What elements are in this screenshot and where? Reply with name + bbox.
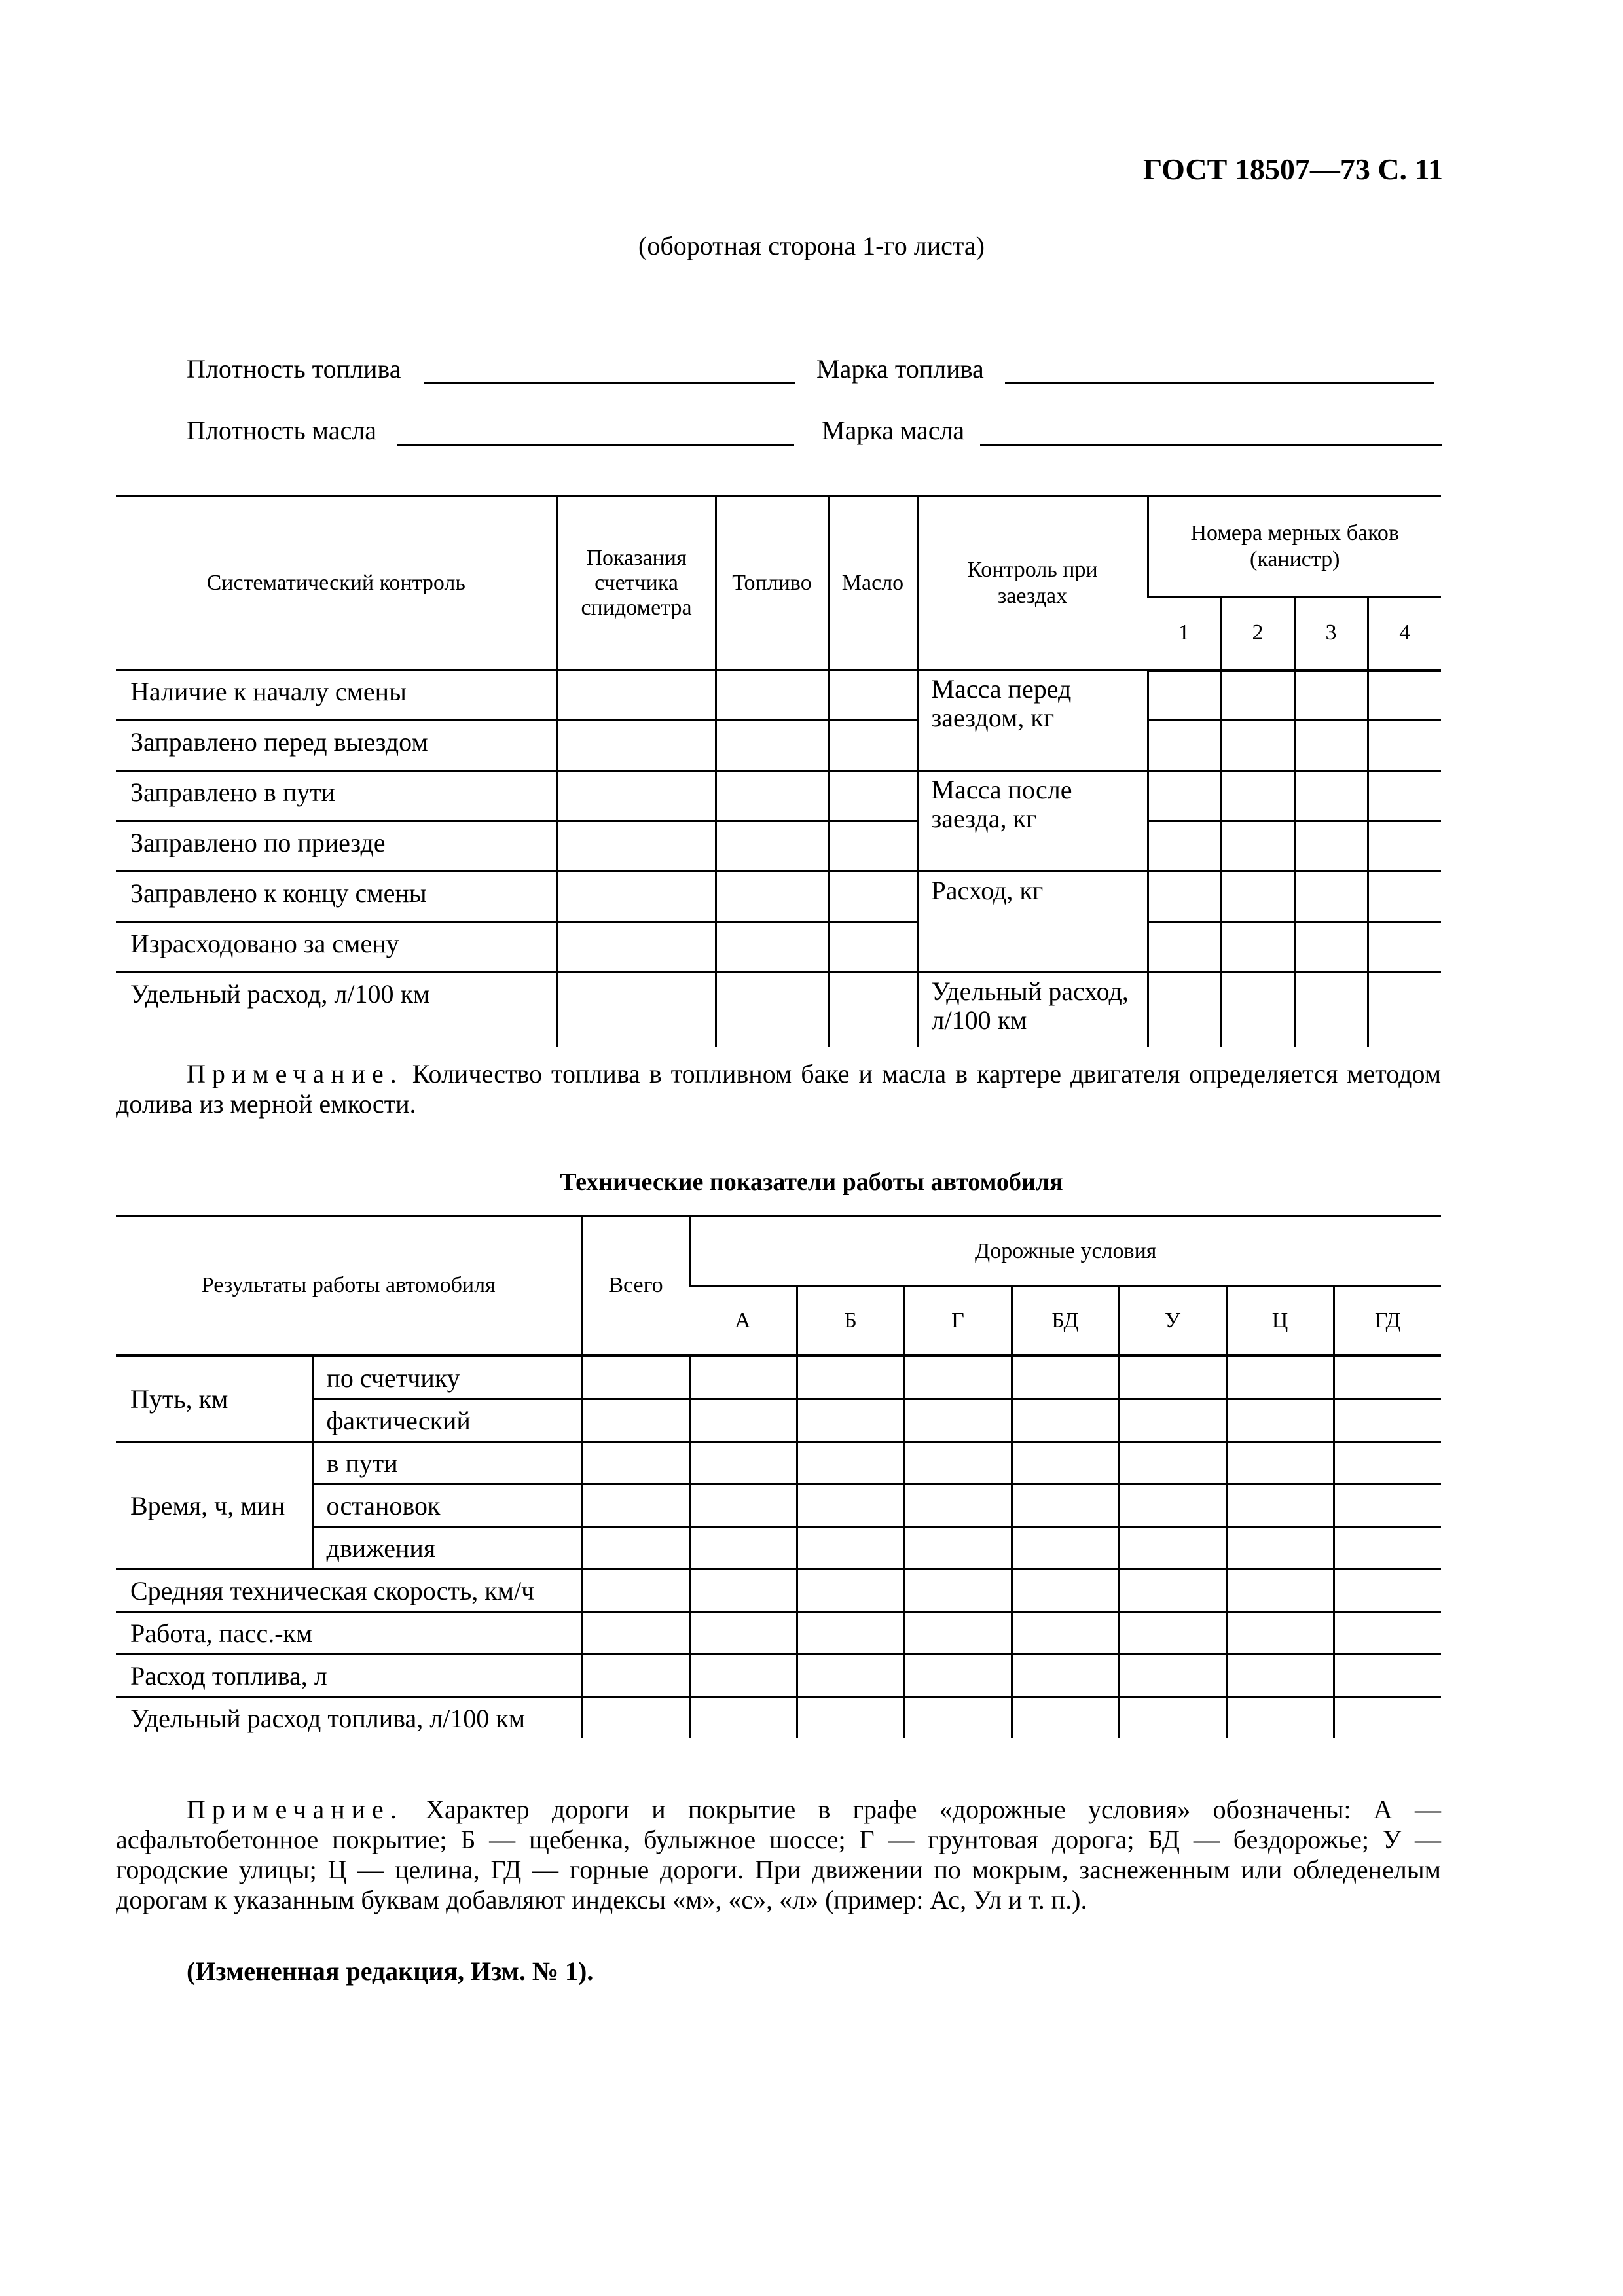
cell[interactable] bbox=[797, 1399, 904, 1442]
cell[interactable] bbox=[797, 1484, 904, 1527]
cell[interactable] bbox=[904, 1527, 1012, 1570]
cell[interactable] bbox=[1012, 1612, 1119, 1655]
cell[interactable] bbox=[689, 1484, 797, 1527]
header-tanks: Номера мерных баков (канистр) bbox=[1148, 496, 1441, 597]
cell[interactable] bbox=[1226, 1655, 1334, 1697]
cell[interactable] bbox=[1226, 1484, 1334, 1527]
cell[interactable] bbox=[716, 771, 828, 821]
cell[interactable] bbox=[1334, 1697, 1441, 1739]
cell[interactable] bbox=[1226, 1612, 1334, 1655]
cell[interactable] bbox=[1334, 1570, 1441, 1612]
cell[interactable] bbox=[1294, 821, 1368, 872]
cell[interactable] bbox=[689, 1612, 797, 1655]
cell[interactable] bbox=[716, 821, 828, 872]
cell[interactable] bbox=[716, 973, 828, 1047]
cell[interactable] bbox=[1226, 1442, 1334, 1484]
note-label: Примечание. bbox=[187, 1059, 403, 1088]
cell[interactable] bbox=[1119, 1570, 1226, 1612]
row-label: Заправлено по приезде bbox=[116, 821, 557, 872]
cell[interactable] bbox=[1368, 771, 1441, 821]
group-label-path: Путь, км bbox=[116, 1356, 312, 1442]
fuel-density-line[interactable] bbox=[424, 382, 795, 384]
tank-number-1: 1 bbox=[1148, 597, 1221, 670]
cell[interactable] bbox=[1221, 922, 1294, 973]
oil-grade-label: Марка масла bbox=[822, 416, 965, 445]
cell[interactable] bbox=[828, 821, 917, 872]
note-text: Характер дороги и покрытие в графе «дорожные условия» обозначены: А — асфальтобетонное покрытие; Б — щебенка, булыжное шоссе; Г — грунтовая дорога; БД — бездорожье; У — городские улицы; Ц — целина, ГД — горные дороги. При движении по мокрым, заснеженным или обледенелым дорогам к указанным буквам добавляют индексы «м», «с», «л» (пример: Ас, Ул и т. п.). bbox=[116, 1795, 1441, 1914]
cell[interactable] bbox=[689, 1655, 797, 1697]
row-label: Израсходовано за смену bbox=[116, 922, 557, 973]
condition-u: У bbox=[1119, 1287, 1226, 1356]
cell[interactable] bbox=[797, 1612, 904, 1655]
control-label: Масса перед заездом, кг bbox=[917, 670, 1148, 771]
control-label: Масса после заезда, кг bbox=[917, 771, 1148, 872]
cell[interactable] bbox=[1294, 771, 1368, 821]
page-subtitle: (оборотная сторона 1-го листа) bbox=[638, 231, 985, 260]
header-systematic: Систематический контроль bbox=[116, 496, 557, 670]
cell[interactable] bbox=[1368, 872, 1441, 922]
sub-label: остановок bbox=[312, 1484, 582, 1527]
cell[interactable] bbox=[1221, 973, 1294, 1047]
technical-indicators-table bbox=[116, 1215, 1441, 1738]
cell[interactable] bbox=[689, 1442, 797, 1484]
table-row bbox=[116, 1442, 1441, 1484]
cell[interactable] bbox=[1148, 821, 1221, 872]
row-label: Заправлено в пути bbox=[116, 771, 557, 821]
cell[interactable] bbox=[582, 1612, 689, 1655]
fuel-density-label: Плотность топлива bbox=[187, 354, 401, 384]
cell[interactable] bbox=[1226, 1697, 1334, 1739]
cell[interactable] bbox=[828, 872, 917, 922]
cell[interactable] bbox=[1334, 1442, 1441, 1484]
cell[interactable] bbox=[557, 922, 716, 973]
table-row bbox=[116, 973, 1441, 1047]
table-row bbox=[116, 670, 1441, 721]
cell[interactable] bbox=[1294, 872, 1368, 922]
table-row bbox=[116, 872, 1441, 922]
cell[interactable] bbox=[1148, 872, 1221, 922]
cell[interactable] bbox=[1334, 1527, 1441, 1570]
condition-ts: Ц bbox=[1226, 1287, 1334, 1356]
cell[interactable] bbox=[1226, 1356, 1334, 1399]
cell[interactable] bbox=[828, 670, 917, 721]
cell[interactable] bbox=[557, 821, 716, 872]
header-fuel: Топливо bbox=[716, 496, 828, 670]
note-label: Примечание. bbox=[187, 1795, 403, 1824]
cell[interactable] bbox=[716, 922, 828, 973]
cell[interactable] bbox=[904, 1399, 1012, 1442]
control-label: Расход, кг bbox=[917, 872, 1148, 973]
cell[interactable] bbox=[1119, 1399, 1226, 1442]
row-label: Заправлено к концу смены bbox=[116, 872, 557, 922]
cell[interactable] bbox=[716, 670, 828, 721]
cell[interactable] bbox=[1012, 1399, 1119, 1442]
table-row bbox=[116, 922, 1441, 973]
cell[interactable] bbox=[797, 1697, 904, 1739]
header-oil: Масло bbox=[828, 496, 917, 670]
cell[interactable] bbox=[689, 1399, 797, 1442]
condition-gd: ГД bbox=[1334, 1287, 1441, 1356]
table-row bbox=[116, 1527, 1441, 1570]
cell[interactable] bbox=[1368, 922, 1441, 973]
sub-label: фактический bbox=[312, 1399, 582, 1442]
tank-number-3: 3 bbox=[1294, 597, 1368, 670]
amendment-note: (Измененная редакция, Изм. № 1). bbox=[187, 1956, 594, 1986]
header-total: Всего bbox=[582, 1216, 689, 1356]
cell[interactable] bbox=[582, 1484, 689, 1527]
condition-bd: БД bbox=[1012, 1287, 1119, 1356]
cell[interactable] bbox=[1221, 771, 1294, 821]
cell[interactable] bbox=[557, 721, 716, 771]
table-row bbox=[116, 1612, 1441, 1655]
page-header: ГОСТ 18507—73 С. 11 bbox=[1142, 152, 1443, 186]
cell[interactable] bbox=[828, 922, 917, 973]
sub-label: в пути bbox=[312, 1442, 582, 1484]
table-row bbox=[116, 1356, 1441, 1399]
condition-b: Б bbox=[797, 1287, 904, 1356]
cell[interactable] bbox=[582, 1442, 689, 1484]
cell[interactable] bbox=[1119, 1484, 1226, 1527]
oil-density-line[interactable] bbox=[397, 444, 794, 446]
cell[interactable] bbox=[716, 872, 828, 922]
cell[interactable] bbox=[557, 872, 716, 922]
row-label: Наличие к началу смены bbox=[116, 670, 557, 721]
row-label: Удельный расход, л/100 км bbox=[130, 979, 430, 1009]
cell[interactable] bbox=[1012, 1655, 1119, 1697]
cell[interactable] bbox=[904, 1484, 1012, 1527]
table-row bbox=[116, 1570, 1441, 1612]
cell[interactable] bbox=[557, 670, 716, 721]
cell[interactable] bbox=[1368, 721, 1441, 771]
cell[interactable] bbox=[797, 1570, 904, 1612]
tank-number-2: 2 bbox=[1221, 597, 1294, 670]
cell[interactable] bbox=[797, 1442, 904, 1484]
cell[interactable] bbox=[828, 973, 917, 1047]
table-row bbox=[116, 821, 1441, 872]
cell[interactable] bbox=[1012, 1697, 1119, 1739]
cell[interactable] bbox=[1368, 670, 1441, 721]
condition-g: Г bbox=[904, 1287, 1012, 1356]
row-label: Удельный расход топлива, л/100 км bbox=[130, 1703, 526, 1733]
table-row bbox=[116, 721, 1441, 771]
cell[interactable] bbox=[1334, 1356, 1441, 1399]
cell[interactable] bbox=[1368, 821, 1441, 872]
cell[interactable] bbox=[582, 1697, 689, 1739]
table-row bbox=[116, 771, 1441, 821]
cell[interactable] bbox=[1148, 771, 1221, 821]
cell[interactable] bbox=[904, 1356, 1012, 1399]
row-label: Расход топлива, л bbox=[116, 1655, 582, 1697]
cell[interactable] bbox=[904, 1442, 1012, 1484]
row-label: Средняя техническая скорость, км/ч bbox=[116, 1570, 582, 1612]
cell[interactable] bbox=[582, 1655, 689, 1697]
cell[interactable] bbox=[904, 1570, 1012, 1612]
cell[interactable] bbox=[1226, 1570, 1334, 1612]
cell[interactable] bbox=[1012, 1356, 1119, 1399]
cell[interactable] bbox=[797, 1527, 904, 1570]
note-text: Количество топлива в топливном баке и масла в картере двигателя определяется методом долива из мерной емкости. bbox=[116, 1059, 1442, 1119]
cell[interactable] bbox=[1119, 1442, 1226, 1484]
table-row bbox=[116, 1655, 1441, 1697]
table2-title: Технические показатели работы автомобиля bbox=[560, 1168, 1063, 1196]
cell[interactable] bbox=[1012, 1527, 1119, 1570]
fuel-grade-label: Марка топлива bbox=[816, 354, 984, 384]
cell[interactable] bbox=[1119, 1655, 1226, 1697]
cell[interactable] bbox=[716, 721, 828, 771]
table-row bbox=[116, 1399, 1441, 1442]
control-label: Удельный расход, л/100 км bbox=[917, 973, 1148, 1047]
cell[interactable] bbox=[1119, 1356, 1226, 1399]
cell[interactable] bbox=[582, 1527, 689, 1570]
cell[interactable] bbox=[797, 1356, 904, 1399]
sub-label: движения bbox=[312, 1527, 582, 1570]
header-results: Результаты работы автомобиля bbox=[116, 1216, 582, 1356]
cell[interactable] bbox=[904, 1697, 1012, 1739]
group-label-time: Время, ч, мин bbox=[116, 1442, 312, 1570]
cell[interactable] bbox=[1334, 1612, 1441, 1655]
cell[interactable] bbox=[1294, 922, 1368, 973]
cell[interactable] bbox=[1294, 721, 1368, 771]
cell[interactable] bbox=[689, 1527, 797, 1570]
cell[interactable] bbox=[1294, 670, 1368, 721]
cell[interactable] bbox=[1148, 721, 1221, 771]
cell[interactable] bbox=[904, 1655, 1012, 1697]
cell[interactable] bbox=[828, 771, 917, 821]
cell[interactable] bbox=[689, 1697, 797, 1739]
cell[interactable] bbox=[582, 1399, 689, 1442]
cell[interactable] bbox=[1334, 1655, 1441, 1697]
cell[interactable] bbox=[1119, 1697, 1226, 1739]
sub-label: по счетчику bbox=[312, 1356, 582, 1399]
cell[interactable] bbox=[1012, 1442, 1119, 1484]
row-label: Заправлено перед выездом bbox=[116, 721, 557, 771]
cell[interactable] bbox=[689, 1356, 797, 1399]
cell[interactable] bbox=[797, 1655, 904, 1697]
oil-grade-line[interactable] bbox=[980, 444, 1442, 446]
cell[interactable] bbox=[557, 973, 716, 1047]
note-fuel-measurement bbox=[116, 1059, 1441, 1119]
cell[interactable] bbox=[1221, 872, 1294, 922]
header-odometer: Показания счетчика спидометра bbox=[557, 496, 716, 670]
cell[interactable] bbox=[1226, 1399, 1334, 1442]
cell[interactable] bbox=[1221, 670, 1294, 721]
cell[interactable] bbox=[1334, 1399, 1441, 1442]
cell[interactable] bbox=[1148, 973, 1221, 1047]
fuel-control-table bbox=[116, 495, 1441, 1047]
table-row bbox=[116, 1484, 1441, 1527]
cell[interactable] bbox=[689, 1570, 797, 1612]
fuel-grade-line[interactable] bbox=[1005, 382, 1434, 384]
cell[interactable] bbox=[1221, 721, 1294, 771]
table-row bbox=[116, 1697, 1441, 1739]
oil-density-label: Плотность масла bbox=[187, 416, 376, 445]
cell[interactable] bbox=[1012, 1570, 1119, 1612]
cell[interactable] bbox=[1119, 1527, 1226, 1570]
cell[interactable] bbox=[904, 1612, 1012, 1655]
cell[interactable] bbox=[1226, 1527, 1334, 1570]
tank-number-4: 4 bbox=[1368, 597, 1441, 670]
note-road-conditions bbox=[116, 1795, 1441, 1915]
cell[interactable] bbox=[1368, 973, 1441, 1047]
cell[interactable] bbox=[1119, 1612, 1226, 1655]
condition-a: А bbox=[689, 1287, 797, 1356]
header-road-conditions: Дорожные условия bbox=[689, 1216, 1441, 1287]
cell[interactable] bbox=[1294, 973, 1368, 1047]
cell[interactable] bbox=[557, 771, 716, 821]
cell[interactable] bbox=[1012, 1484, 1119, 1527]
cell[interactable] bbox=[1148, 922, 1221, 973]
header-control: Контроль при заездах bbox=[917, 496, 1148, 670]
cell[interactable] bbox=[582, 1356, 689, 1399]
cell[interactable] bbox=[1148, 670, 1221, 721]
cell[interactable] bbox=[582, 1570, 689, 1612]
cell[interactable] bbox=[1334, 1484, 1441, 1527]
row-label: Работа, пасс.-км bbox=[116, 1612, 582, 1655]
cell[interactable] bbox=[1221, 821, 1294, 872]
cell[interactable] bbox=[828, 721, 917, 771]
